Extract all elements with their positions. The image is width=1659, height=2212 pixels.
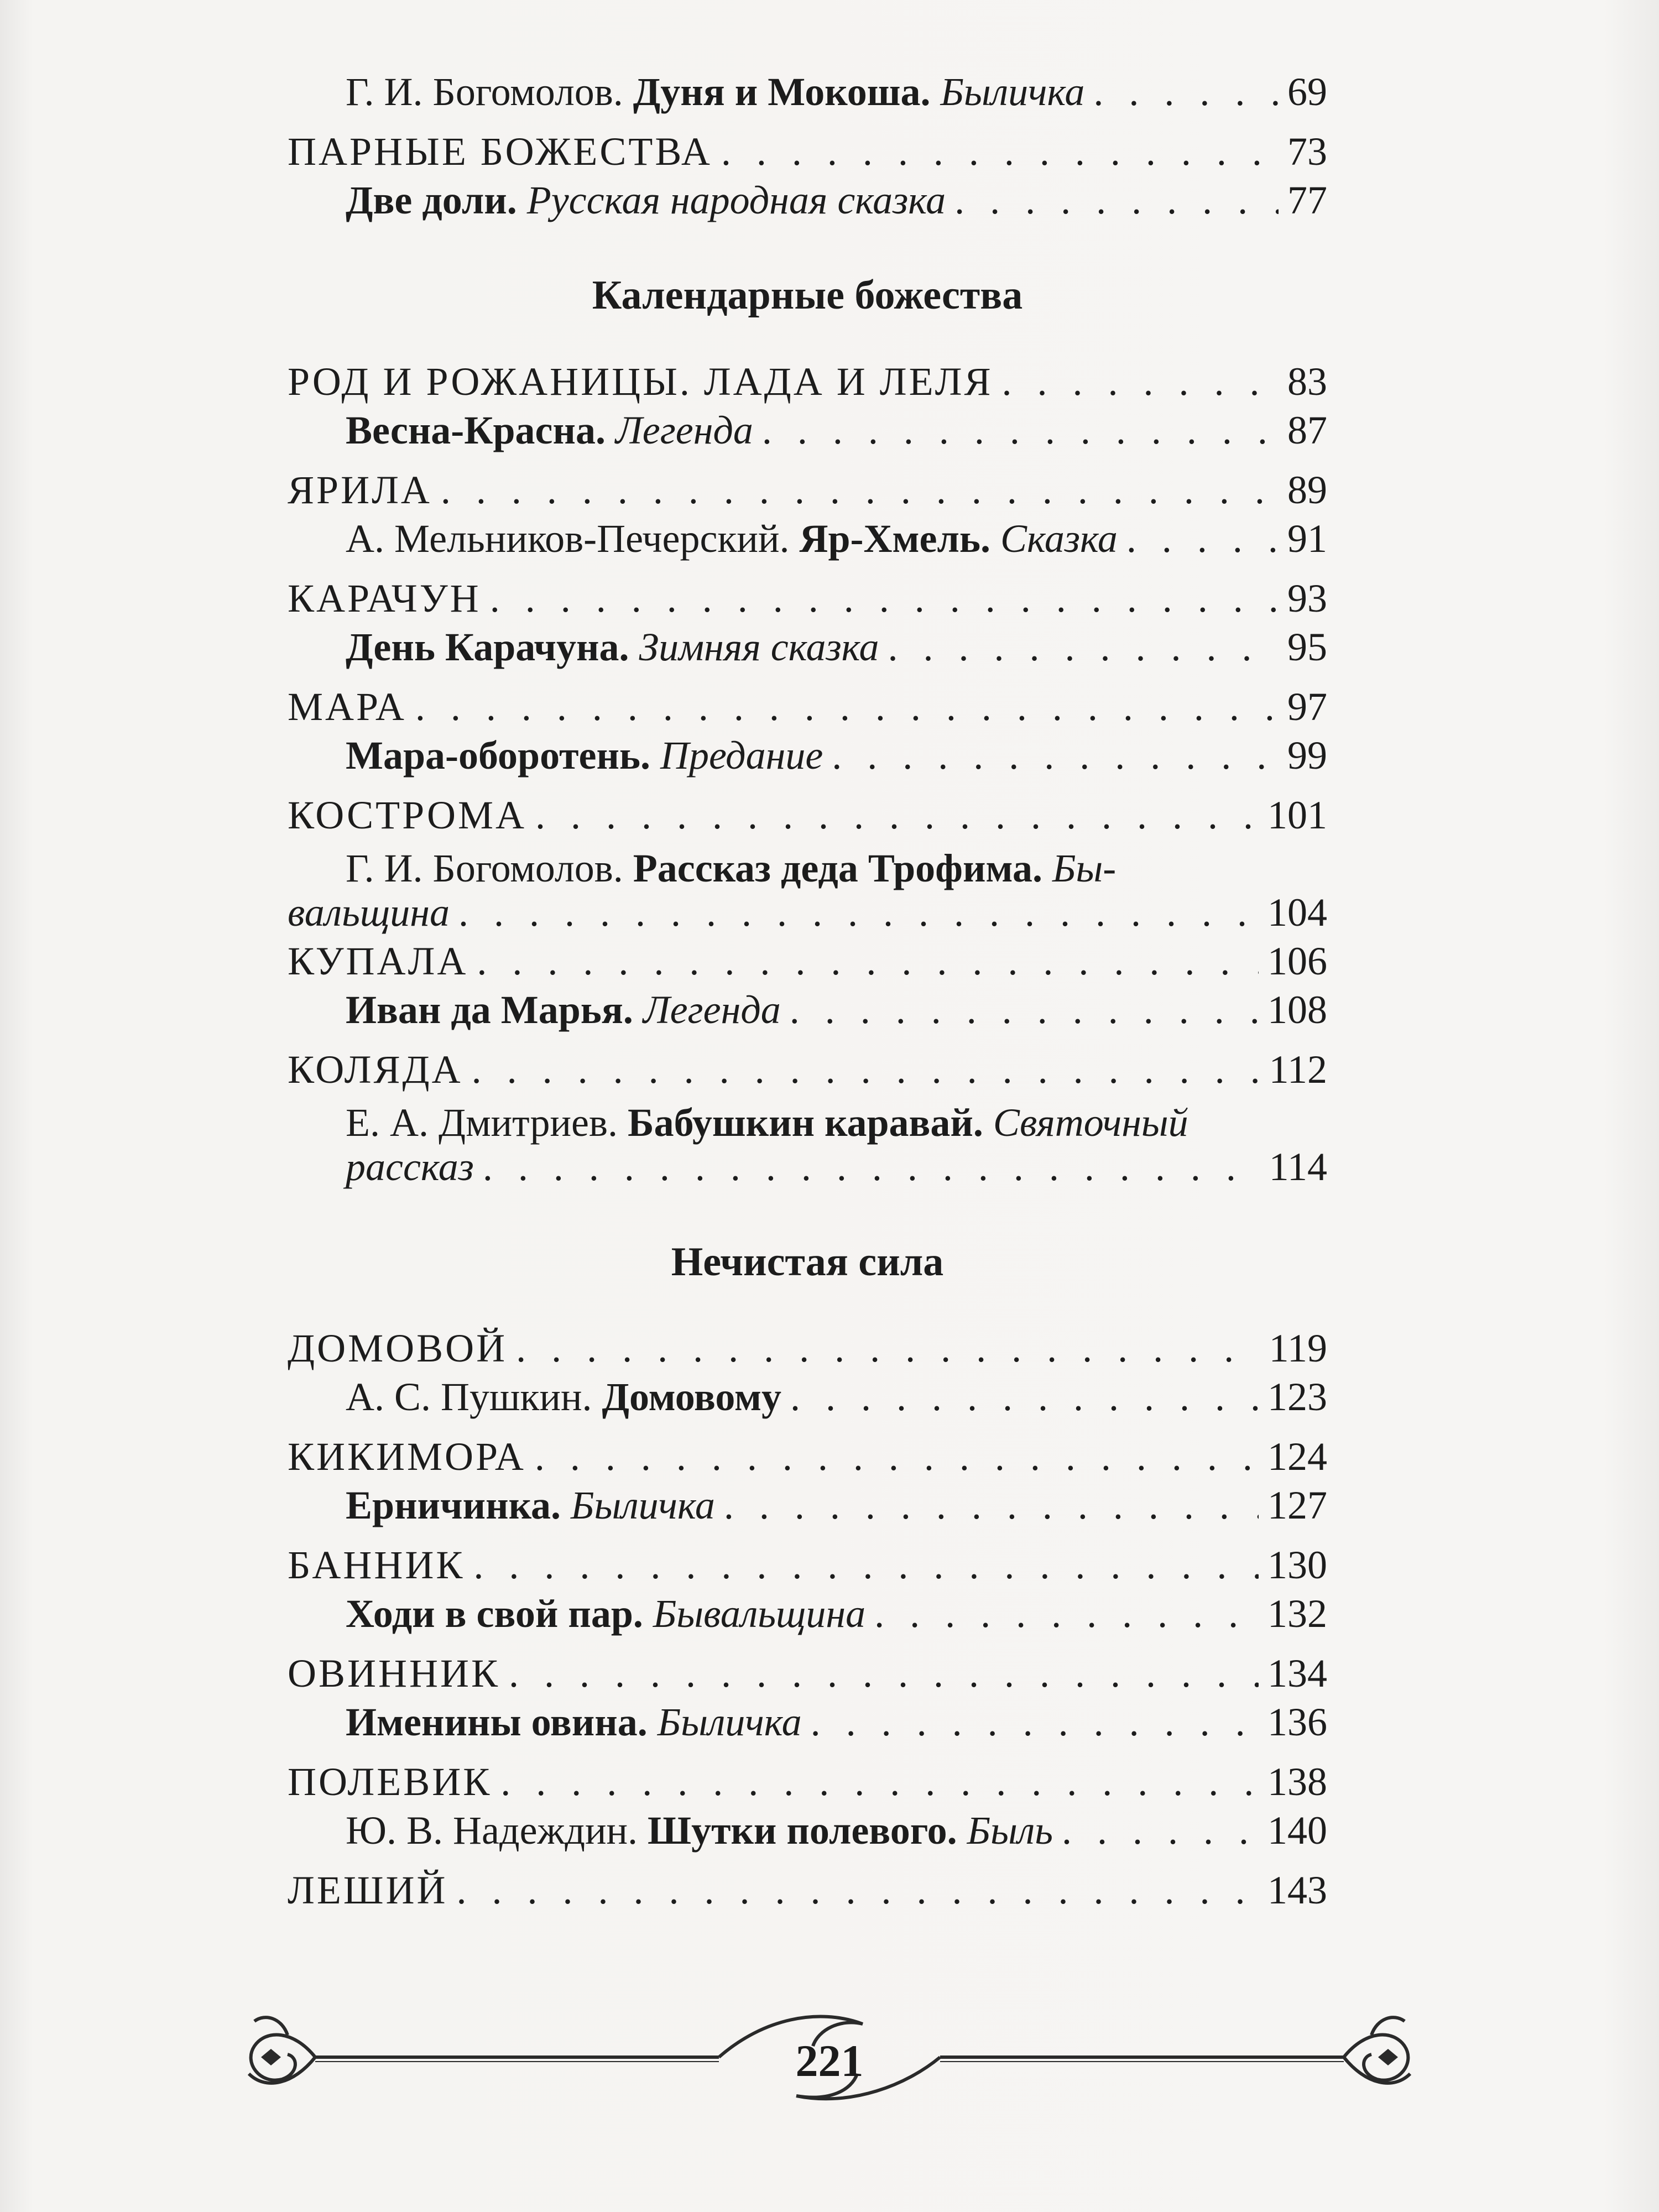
leader-dots xyxy=(456,1870,1259,1910)
entry-page-number: 127 xyxy=(1267,1483,1327,1527)
toc-entry-trofim xyxy=(288,844,1327,941)
entry-page-number: 95 xyxy=(1287,625,1327,669)
entry-text xyxy=(288,470,432,510)
section-name: КОЛЯДА xyxy=(288,1047,463,1092)
entry-genre: Предание xyxy=(660,733,823,778)
entry-genre: Русская народная сказка xyxy=(526,178,946,222)
section-name: РОД И РОЖАНИЦЫ. ЛАДА И ЛЕЛЯ xyxy=(288,359,993,404)
toc-section-entry xyxy=(288,1545,1327,1594)
toc-section-entry xyxy=(288,1653,1327,1702)
entry-text xyxy=(288,1762,492,1802)
entry-author: А. Мельников-Печерский. xyxy=(346,517,790,561)
toc-section-entry xyxy=(288,795,1327,844)
entry-page-number: 119 xyxy=(1269,1326,1327,1370)
toc-subentry xyxy=(288,410,1327,459)
section-name: ПАРНЫЕ БОЖЕСТВА xyxy=(288,129,712,174)
entry-page-number: 114 xyxy=(1269,1145,1327,1189)
entry-text xyxy=(346,1808,1053,1853)
toc-section-entry xyxy=(288,1328,1327,1377)
section-heading-calendar: Календарные божества xyxy=(592,273,1023,318)
entry-text xyxy=(346,180,946,220)
leader-dots xyxy=(811,1702,1259,1742)
entry-page-number: 83 xyxy=(1287,359,1327,404)
entry-text xyxy=(346,990,781,1030)
entry-page-number: 124 xyxy=(1267,1434,1327,1479)
entry-page-number: 134 xyxy=(1267,1651,1327,1695)
leader-dots xyxy=(724,1485,1259,1525)
toc-entry-karavay xyxy=(288,1098,1327,1196)
toc-entry-line xyxy=(288,890,1327,941)
leader-dots xyxy=(490,578,1279,618)
section-name: ЯРИЛА xyxy=(288,468,432,512)
toc-subentry xyxy=(288,1594,1327,1642)
entry-title: Рассказ деда Трофима. xyxy=(633,846,1042,890)
toc-subentry xyxy=(288,1702,1327,1751)
toc-block xyxy=(288,941,1327,1098)
entry-title: Дуня и Мокоша. xyxy=(633,70,931,114)
entry-text xyxy=(288,687,406,727)
leader-dots xyxy=(1126,519,1279,559)
entry-text xyxy=(288,129,712,174)
leader-dots xyxy=(721,132,1279,171)
entry-text xyxy=(288,1870,447,1910)
entry-genre: Бы- xyxy=(1052,846,1117,890)
spacer xyxy=(288,459,1327,470)
section-name: ДОМОВОЙ xyxy=(288,1326,508,1370)
leader-dots xyxy=(472,1050,1260,1089)
entry-title: Мара-оборотень. xyxy=(346,733,651,778)
section-name: КОСТРОМА xyxy=(288,793,527,837)
entry-text xyxy=(346,733,823,778)
leader-dots xyxy=(888,627,1279,667)
entry-genre: Сказка xyxy=(1000,517,1118,561)
entry-page-number: 87 xyxy=(1287,408,1327,452)
entry-page-number: 69 xyxy=(1287,70,1327,114)
entry-page-number: 73 xyxy=(1287,129,1327,174)
entry-text xyxy=(346,410,753,450)
section-name: КИКИМОРА xyxy=(288,1434,526,1479)
toc-subentry xyxy=(288,627,1327,676)
leader-dots xyxy=(762,410,1279,450)
entry-title: Домовому xyxy=(602,1375,782,1419)
toc-section-entry xyxy=(288,359,1327,410)
section-name: БАННИК xyxy=(288,1543,465,1587)
entry-author: Г. И. Богомолов. xyxy=(346,70,623,114)
toc-block xyxy=(288,1328,1327,1919)
leader-dots xyxy=(535,1437,1259,1477)
entry-author: Е. А. Дмитриев. xyxy=(346,1100,618,1145)
toc-section-entry xyxy=(288,1047,1327,1098)
entry-text xyxy=(346,1594,865,1634)
toc-section-entry xyxy=(288,1870,1327,1919)
toc-entry-line xyxy=(288,1147,1327,1196)
entry-text xyxy=(288,1434,526,1479)
entry-page-number: 104 xyxy=(1267,890,1327,935)
entry-genre: Легенда xyxy=(643,988,781,1032)
entry-text xyxy=(346,1377,781,1417)
entry-text xyxy=(346,1702,802,1742)
entry-text xyxy=(288,795,526,835)
section-name: ЛЕШИЙ xyxy=(288,1868,448,1912)
entry-page-number: 89 xyxy=(1287,468,1327,512)
entry-page-number: 140 xyxy=(1267,1808,1327,1853)
entry-title: Весна-Красна. xyxy=(346,408,606,452)
section-name: ОВИННИК xyxy=(288,1651,500,1695)
entry-genre: Быличка xyxy=(657,1700,802,1744)
entry-text xyxy=(346,627,879,667)
toc-subentry xyxy=(288,519,1327,567)
section-name: КАРАЧУН xyxy=(288,576,481,620)
leader-dots xyxy=(1062,1811,1259,1850)
leader-dots xyxy=(509,1653,1259,1693)
entry-text xyxy=(288,359,993,404)
entry-genre: Быличка xyxy=(571,1483,715,1527)
entry-page-number: 91 xyxy=(1287,517,1327,561)
leader-dots xyxy=(790,990,1259,1030)
entry-page-number: 97 xyxy=(1287,685,1327,729)
entry-text xyxy=(288,1545,465,1585)
spacer xyxy=(288,676,1327,687)
entry-page-number: 112 xyxy=(1269,1047,1327,1092)
leader-dots xyxy=(790,1377,1259,1417)
entry-page-number: 77 xyxy=(1287,178,1327,222)
entry-text xyxy=(346,1485,715,1525)
leader-dots xyxy=(477,941,1259,981)
entry-author: А. С. Пушкин. xyxy=(346,1375,592,1419)
entry-page-number: 132 xyxy=(1267,1592,1327,1636)
section-name: ПОЛЕВИК xyxy=(288,1760,492,1804)
toc-section-entry xyxy=(288,578,1327,627)
entry-page-number: 108 xyxy=(1267,988,1327,1032)
entry-title: Именины овина. xyxy=(346,1700,648,1744)
toc-subentry xyxy=(288,1377,1327,1426)
entry-page-number: 138 xyxy=(1267,1760,1327,1804)
entry-page-number: 99 xyxy=(1287,733,1327,778)
entry-title: Ходи в свой пар. xyxy=(346,1592,643,1636)
entry-text xyxy=(346,519,1118,559)
entry-text xyxy=(288,1328,507,1368)
leader-dots xyxy=(516,1328,1260,1368)
toc-section-entry xyxy=(288,129,1327,180)
table-of-contents xyxy=(288,72,1327,1919)
entry-genre: Бывальщина xyxy=(653,1592,866,1636)
toc-section-entry xyxy=(288,687,1327,735)
entry-genre: Легенда xyxy=(615,408,753,452)
entry-page-number: 130 xyxy=(1267,1543,1327,1587)
leader-dots xyxy=(954,180,1279,220)
toc-section-entry xyxy=(288,1762,1327,1811)
toc-block xyxy=(288,359,1327,844)
entry-title: Шутки полевого. xyxy=(648,1808,957,1853)
toc-section-entry xyxy=(288,941,1327,990)
entry-page-number: 93 xyxy=(1287,576,1327,620)
leader-dots xyxy=(1093,72,1279,112)
entry-genre: Быль xyxy=(967,1808,1053,1853)
page-number: 221 xyxy=(795,2036,864,2086)
entry-genre-cont: вальщина xyxy=(288,890,450,935)
leader-dots xyxy=(483,1147,1260,1187)
leader-dots xyxy=(832,735,1279,775)
entry-text xyxy=(288,1653,500,1693)
entry-title: Две доли. xyxy=(346,178,517,222)
section-heading-unclean: Нечистая сила xyxy=(671,1239,944,1285)
entry-title: Бабушкин каравай. xyxy=(628,1100,983,1145)
leader-dots xyxy=(500,1762,1259,1802)
entry-page-number: 123 xyxy=(1267,1375,1327,1419)
entry-genre: Святочный xyxy=(993,1100,1188,1145)
toc-subentry xyxy=(288,735,1327,784)
leader-dots xyxy=(458,893,1259,932)
toc-entry-line xyxy=(288,1098,1327,1147)
toc-block xyxy=(288,72,1327,229)
entry-title: Иван да Марья. xyxy=(346,988,633,1032)
section-name: КУПАЛА xyxy=(288,939,468,983)
entry-title: День Карачуна. xyxy=(346,625,629,669)
entry-author: Г. И. Богомолов. xyxy=(346,846,623,890)
entry-page-number: 143 xyxy=(1267,1868,1327,1912)
entry-text xyxy=(288,941,468,981)
entry-author: Ю. В. Надеждин. xyxy=(346,1808,638,1853)
toc-subentry xyxy=(288,1808,1327,1859)
entry-page-number: 136 xyxy=(1267,1700,1327,1744)
entry-text xyxy=(288,1047,463,1092)
toc-entry-line xyxy=(288,844,1327,893)
leader-dots xyxy=(415,687,1279,727)
leader-dots xyxy=(874,1594,1259,1634)
entry-title: Ерничинка. xyxy=(346,1483,561,1527)
toc-subentry xyxy=(288,990,1327,1039)
leader-dots xyxy=(535,795,1259,835)
leader-dots xyxy=(441,470,1279,510)
entry-text xyxy=(346,72,1084,112)
entry-title: Яр-Хмель. xyxy=(799,517,990,561)
entry-page-number: 106 xyxy=(1267,939,1327,983)
entry-text xyxy=(288,578,481,618)
toc-subentry xyxy=(288,72,1327,121)
entry-page-number: 101 xyxy=(1267,793,1327,837)
toc-subentry xyxy=(288,1485,1327,1534)
entry-genre: Быличка xyxy=(940,70,1085,114)
toc-subentry xyxy=(288,180,1327,229)
toc-section-entry xyxy=(288,470,1327,519)
leader-dots xyxy=(473,1545,1259,1585)
entry-genre: Зимняя сказка xyxy=(639,625,879,669)
entry-genre-cont: рассказ xyxy=(346,1145,474,1189)
toc-section-entry xyxy=(288,1434,1327,1485)
section-name: МАРА xyxy=(288,685,406,729)
leader-dots xyxy=(1002,362,1279,401)
